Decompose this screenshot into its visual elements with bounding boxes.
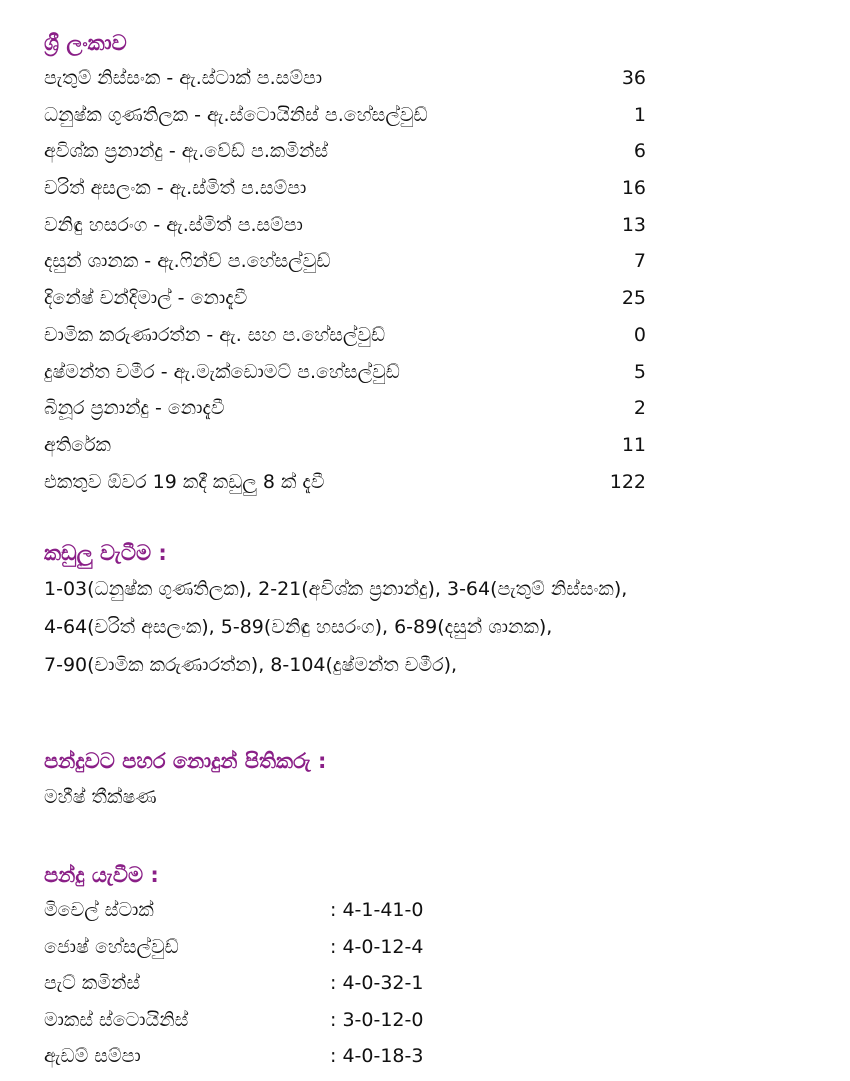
batting-row — [44, 170, 824, 207]
batting-row — [44, 97, 824, 134]
batsman-runs: 1 — [633, 103, 646, 126]
bowler-figures: 4-0-32-1 — [342, 972, 424, 994]
batting-row — [44, 317, 824, 354]
batting-row — [44, 207, 824, 244]
fall-of-wickets-title: කඩුලු වැටීම : — [44, 541, 167, 565]
fall-of-wickets-line: 1-03(ධනුෂ්ක ගුණතිලක), 2-21(අවිශ්ක ප්‍රනාන්දු), 3-64(පැතුම් නිස්සංක), — [44, 578, 628, 600]
batsman-dismissal: චාමික කරුණාරත්න - ඇ. සහ ප.හේසල්වුඩ් — [44, 323, 386, 346]
batsman-runs: 36 — [621, 67, 646, 89]
bowler-figures-cell — [330, 1002, 530, 1039]
did-not-bat-names: මහීෂ් තීක්ෂණ — [44, 786, 157, 808]
batting-section — [44, 26, 824, 500]
batting-row — [44, 427, 824, 464]
batsman-dismissal: පැතුම් නිස්සංක - ඇ.ස්ටාක් ප.සම්පා — [44, 67, 323, 89]
batsman-runs: 0 — [633, 323, 646, 346]
batting-row — [44, 464, 824, 501]
batting-row — [44, 354, 824, 391]
fall-of-wickets-line: 4-64(චරිත් අසලංක), 5-89(වනිඳු හසරංග), 6-89(දසුන් ශානක), — [44, 616, 553, 638]
batsman-dismissal: දසුන් ශානක - ඇ.ෆින්ච් ප.හේසල්වුඩ් — [44, 250, 331, 273]
batsman-dismissal: චරිත් අසලංක - ඇ.ස්මිත් ප.සම්පා — [44, 177, 307, 200]
bowler-name: මාකස් ස්ටොයිනිස් — [44, 1008, 189, 1031]
batsman-runs: 16 — [621, 177, 646, 200]
bowling-title: පන්දු යැවීම : — [44, 863, 159, 887]
bowler-name: ඇඩම් සම්පා — [44, 1045, 141, 1067]
bowler-figures-cell — [330, 1038, 530, 1075]
batting-row — [44, 60, 824, 97]
batsman-dismissal: බිනූර ප්‍රනාන්දු - නොදැවී — [44, 397, 225, 420]
bowler-figures: 4-0-12-4 — [342, 935, 424, 958]
fall-of-wickets-line: 7-90(චාමික කරුණාරත්න), 8-104(දුෂ්මන්ත චමීර), — [44, 654, 458, 676]
bowling-section — [44, 858, 824, 1075]
batsman-runs: 122 — [609, 470, 646, 493]
batsman-runs: 13 — [621, 213, 646, 236]
bowler-name: මිචෙල් ස්ටාක් — [44, 899, 154, 921]
batting-list — [44, 60, 824, 500]
bowler-figures: 4-0-18-3 — [342, 1045, 424, 1067]
batsman-runs: 5 — [633, 360, 646, 383]
batting-row — [44, 133, 824, 170]
figures-separator: : — [330, 1045, 343, 1067]
batting-title: ශ්‍රී ලංකාව — [44, 31, 127, 55]
bowler-name: ජොෂ් හේසල්වුඩ් — [44, 935, 179, 958]
figures-separator: : — [330, 972, 343, 994]
bowler-figures: 3-0-12-0 — [342, 1008, 424, 1031]
fall-of-wickets-section — [44, 536, 824, 684]
figures-separator: : — [330, 1008, 343, 1031]
bowler-figures: 4-1-41-0 — [342, 899, 424, 921]
bowler-figures-cell — [330, 965, 530, 1002]
batsman-runs: 7 — [633, 250, 646, 273]
batsman-dismissal: අවිශ්ක ප්‍රනාන්දු - ඇ.වේඩ් ප.කමින්ස් — [44, 140, 329, 163]
batsman-runs: 25 — [621, 287, 646, 310]
bowling-row — [44, 892, 824, 929]
figures-separator: : — [330, 899, 343, 921]
bowling-row — [44, 965, 824, 1002]
bowling-row — [44, 1002, 824, 1039]
bowler-figures-cell — [330, 929, 530, 966]
batsman-runs: 11 — [621, 433, 646, 456]
bowling-list — [44, 892, 824, 1075]
batsman-runs: 6 — [633, 140, 646, 163]
bowler-name: පැට් කමින්ස් — [44, 972, 141, 994]
did-not-bat-title: පන්දුවට පහර නොදුන් පිතිකරු : — [44, 749, 327, 773]
did-not-bat-section — [44, 744, 824, 816]
batsman-dismissal: එකතුව ඕවර 19 කදී කඩුලු 8 ක් දැවී — [44, 470, 325, 493]
bowler-figures-cell — [330, 892, 530, 929]
scorecard — [44, 26, 824, 1067]
bowling-row — [44, 1038, 824, 1075]
batsman-dismissal: දුෂ්මන්ත චමීර - ඇ.මැක්ඩොමට් ප.හේසල්වුඩ් — [44, 360, 400, 383]
batsman-runs: 2 — [633, 397, 646, 420]
batting-row — [44, 243, 824, 280]
batsman-dismissal: අතිරේක — [44, 433, 111, 456]
batsman-dismissal: වනිඳු හසරංග - ඇ.ස්මිත් ප.සම්පා — [44, 213, 303, 236]
figures-separator: : — [330, 935, 343, 958]
batsman-dismissal: ධනුෂ්ක ගුණතිලක - ඇ.ස්ටොයිනිස් ප.හේසල්වුඩ් — [44, 103, 428, 126]
bowling-row — [44, 929, 824, 966]
batsman-dismissal: දිනේෂ් චන්දිමාල් - නොදැවී — [44, 287, 248, 310]
batting-row — [44, 390, 824, 427]
batting-row — [44, 280, 824, 317]
